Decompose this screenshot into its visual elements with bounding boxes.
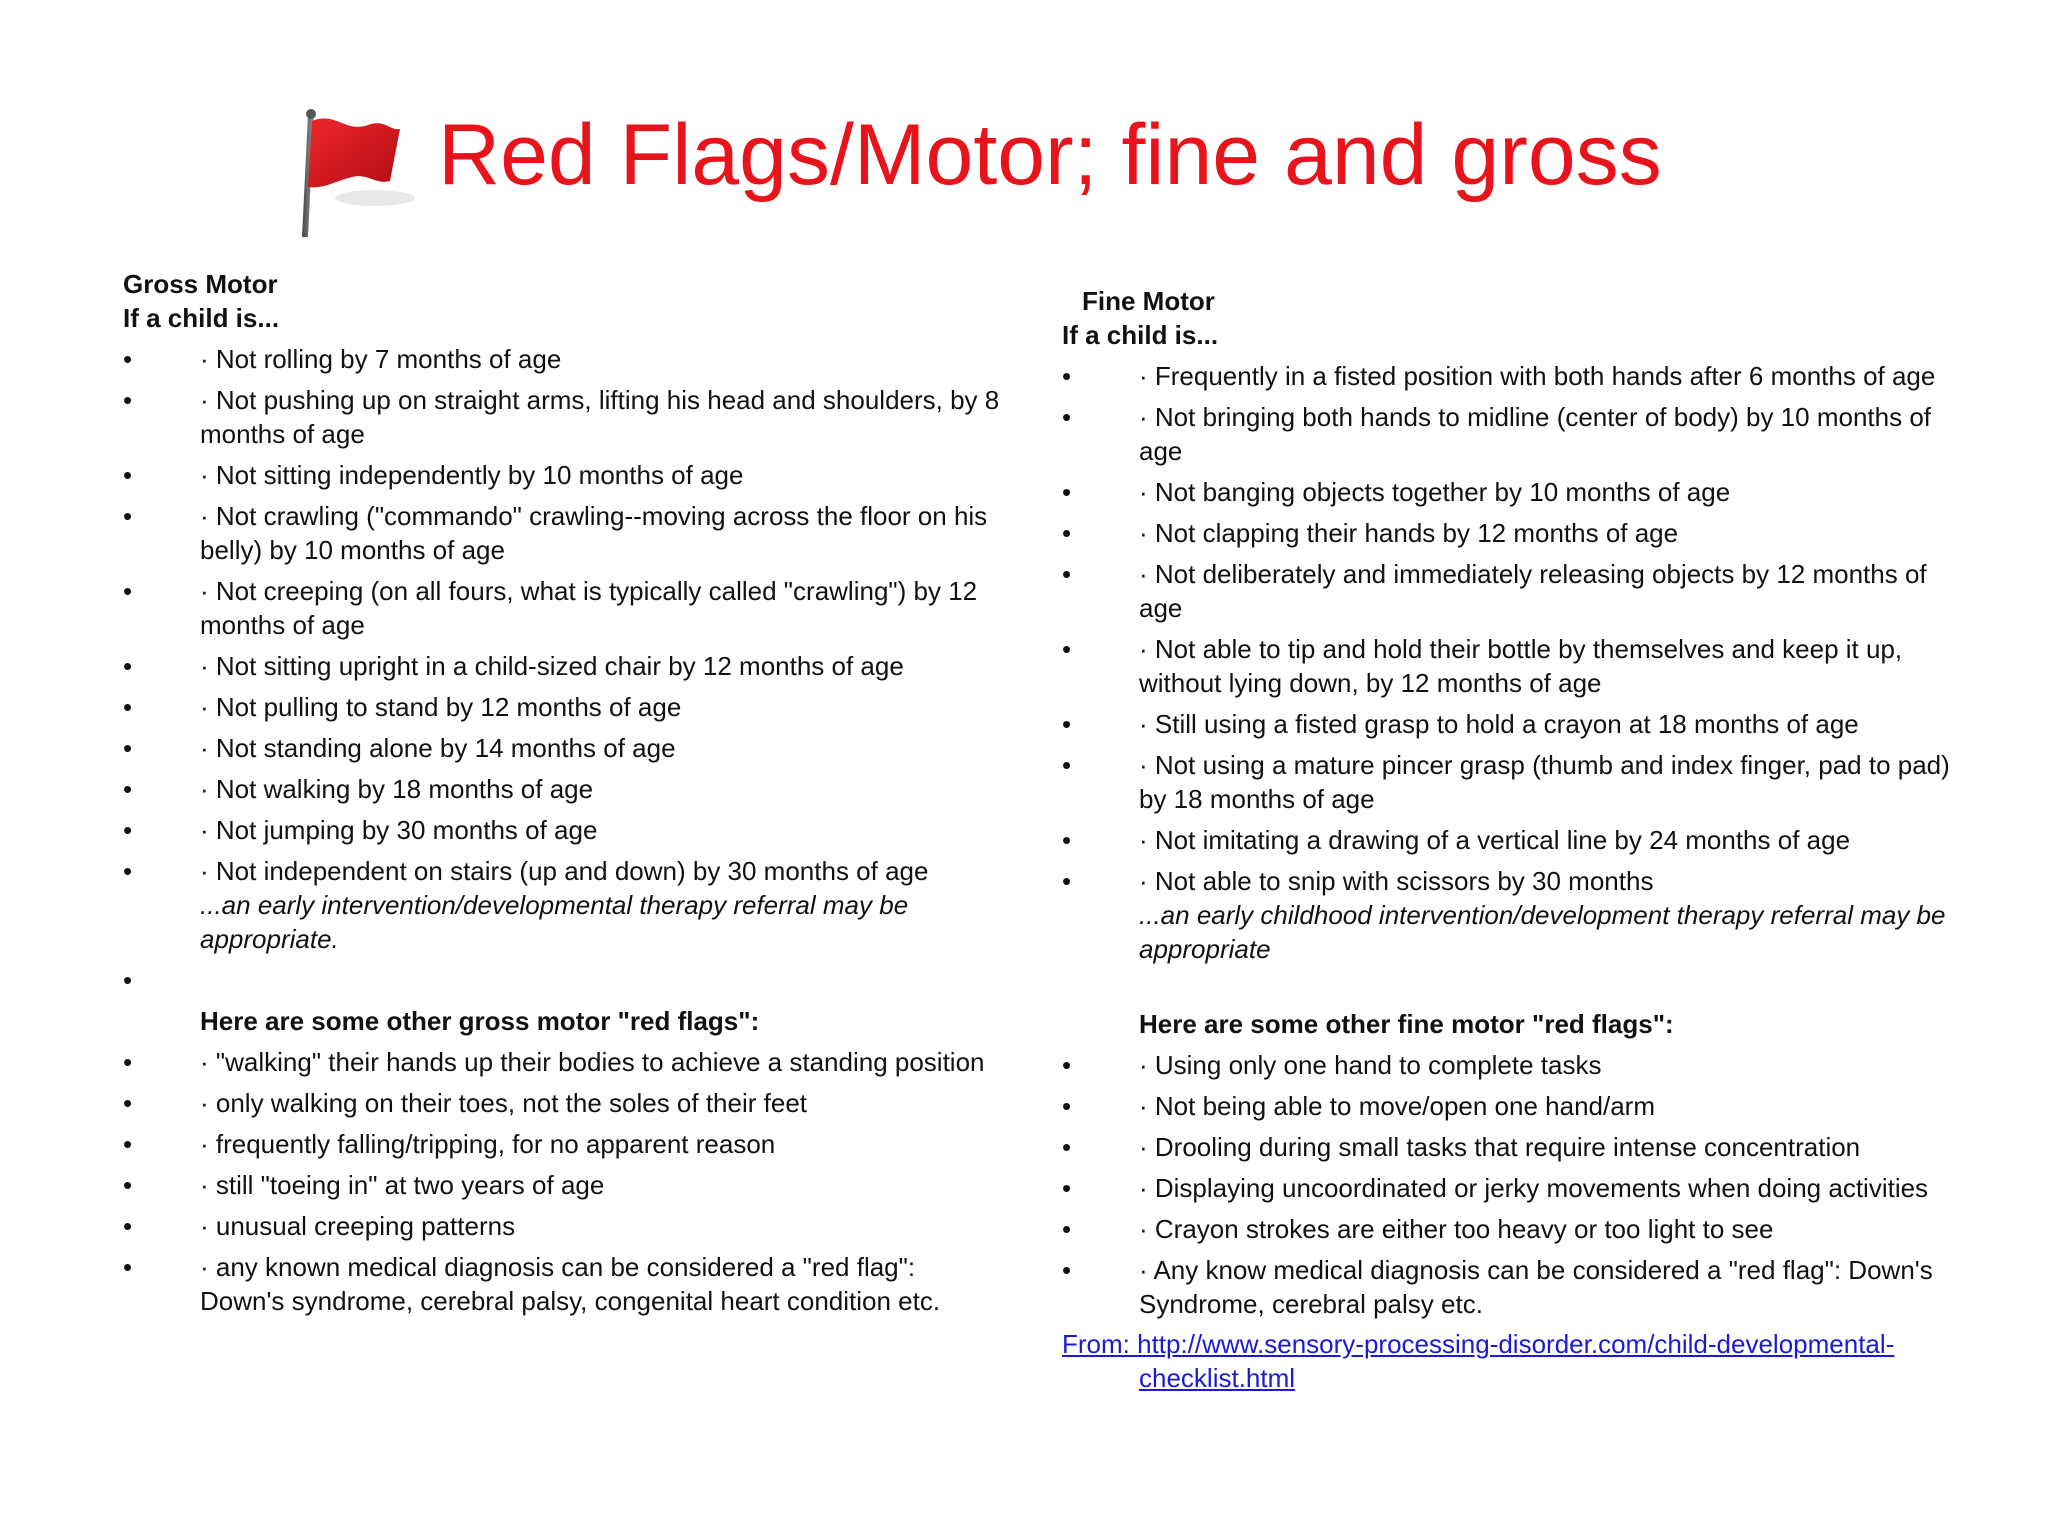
list-item: • · Not walking by 18 months of age (123, 774, 594, 804)
fine-motor-heading: Fine Motor (1082, 286, 1215, 316)
list-item: • · Not being able to move/open one hand/arm (1062, 1091, 1656, 1121)
gross-motor-list (123, 342, 1003, 1318)
list-item: • · Not using a mature pincer grasp (thumb and index finger, pad to pad) by 18 months of age (1062, 750, 1950, 814)
gross-motor-referral-note: ...an early intervention/developmental therapy referral may be appropriate. (200, 890, 909, 954)
gross-motor-heading: Gross Motor (123, 269, 278, 299)
page-title: Red Flags/Motor; fine and gross (438, 107, 1662, 203)
gross-motor-column (123, 267, 1003, 1318)
list-item: • · only walking on their toes, not the soles of their feet (123, 1088, 808, 1118)
fine-motor-referral-note: ...an early childhood intervention/development therapy referral may be appropriate (1139, 900, 1946, 964)
list-item: • · Frequently in a fisted position with both hands after 6 months of age (1062, 361, 1936, 391)
list-item: • · unusual creeping patterns (123, 1211, 516, 1241)
fine-motor-column (1062, 284, 1952, 1395)
list-item: • · Not able to tip and hold their bottle by themselves and keep it up, without lying down, by 12 months of age (1062, 634, 1903, 698)
list-item: • · Not jumping by 30 months of age (123, 815, 598, 845)
spacer (1062, 966, 1952, 1000)
list-item: • · Not sitting independently by 10 months of age (123, 460, 744, 490)
red-flag-icon (290, 103, 420, 238)
source-link-line-1[interactable]: From: http://www.sensory-processing-disorder.com/child-developmental- (1062, 1329, 1895, 1359)
fine-motor-other-heading: Here are some other fine motor "red flags": (1139, 1009, 1674, 1039)
list-item: • · Not banging objects together by 10 months of age (1062, 477, 1731, 507)
list-item: • · "walking" their hands up their bodies to achieve a standing position (123, 1047, 985, 1077)
list-item: • · Not clapping their hands by 12 months of age (1062, 518, 1679, 548)
list-item: • · Not standing alone by 14 months of age (123, 733, 676, 763)
fine-motor-intro: If a child is... (1062, 320, 1219, 350)
list-item: • · Using only one hand to complete tasks (1062, 1050, 1602, 1080)
list-item: • · still "toeing in" at two years of age (123, 1170, 605, 1200)
list-item: • · Not able to snip with scissors by 30 months ...an early childhood intervention/development therapy referral may be appropriate (1062, 864, 1952, 966)
fine-motor-list (1062, 359, 1952, 1321)
list-item: • · Drooling during small tasks that require intense concentration (1062, 1132, 1861, 1162)
list-item: • · Not sitting upright in a child-sized chair by 12 months of age (123, 651, 904, 681)
gross-motor-intro: If a child is... (123, 303, 280, 333)
list-item: • · Not bringing both hands to midline (center of body) by 10 months of age (1062, 402, 1931, 466)
list-item: • · Any know medical diagnosis can be considered a "red flag": Down's Syndrome, cerebral palsy etc. (1062, 1255, 1933, 1319)
list-item: • · Crayon strokes are either too heavy or too light to see (1062, 1214, 1774, 1244)
list-item: • · Not imitating a drawing of a vertical line by 24 months of age (1062, 825, 1851, 855)
list-item: • · Not independent on stairs (up and down) by 30 months of age ...an early intervention/developmental therapy referral may be appropriate. (123, 854, 1003, 956)
gross-motor-other-heading: Here are some other gross motor "red flags": (200, 1006, 760, 1036)
list-item: • · Not deliberately and immediately releasing objects by 12 months of age (1062, 559, 1927, 623)
list-item: • · any known medical diagnosis can be considered a "red flag": Down's syndrome, cerebral palsy, congenital heart condition etc. (123, 1252, 941, 1316)
list-item: • · Not creeping (on all fours, what is typically called "crawling") by 12 months of age (123, 576, 978, 640)
list-item: • · Not pushing up on straight arms, lifting his head and shoulders, by 8 months of age (123, 385, 1000, 449)
list-item: • · Not crawling ("commando" crawling--moving across the floor on his belly) by 10 months of age (123, 501, 988, 565)
list-item: • · Not pulling to stand by 12 months of age (123, 692, 682, 722)
list-item: • · Not rolling by 7 months of age (123, 344, 562, 374)
list-item: • · Still using a fisted grasp to hold a crayon at 18 months of age (1062, 709, 1859, 739)
source-link-line-2[interactable]: checklist.html (1139, 1363, 1296, 1393)
list-item: • · frequently falling/tripping, for no apparent reason (123, 1129, 776, 1159)
list-item: • (123, 965, 133, 995)
source-link[interactable] (1062, 1327, 1952, 1395)
list-item: • · Displaying uncoordinated or jerky movements when doing activities (1062, 1173, 1929, 1203)
